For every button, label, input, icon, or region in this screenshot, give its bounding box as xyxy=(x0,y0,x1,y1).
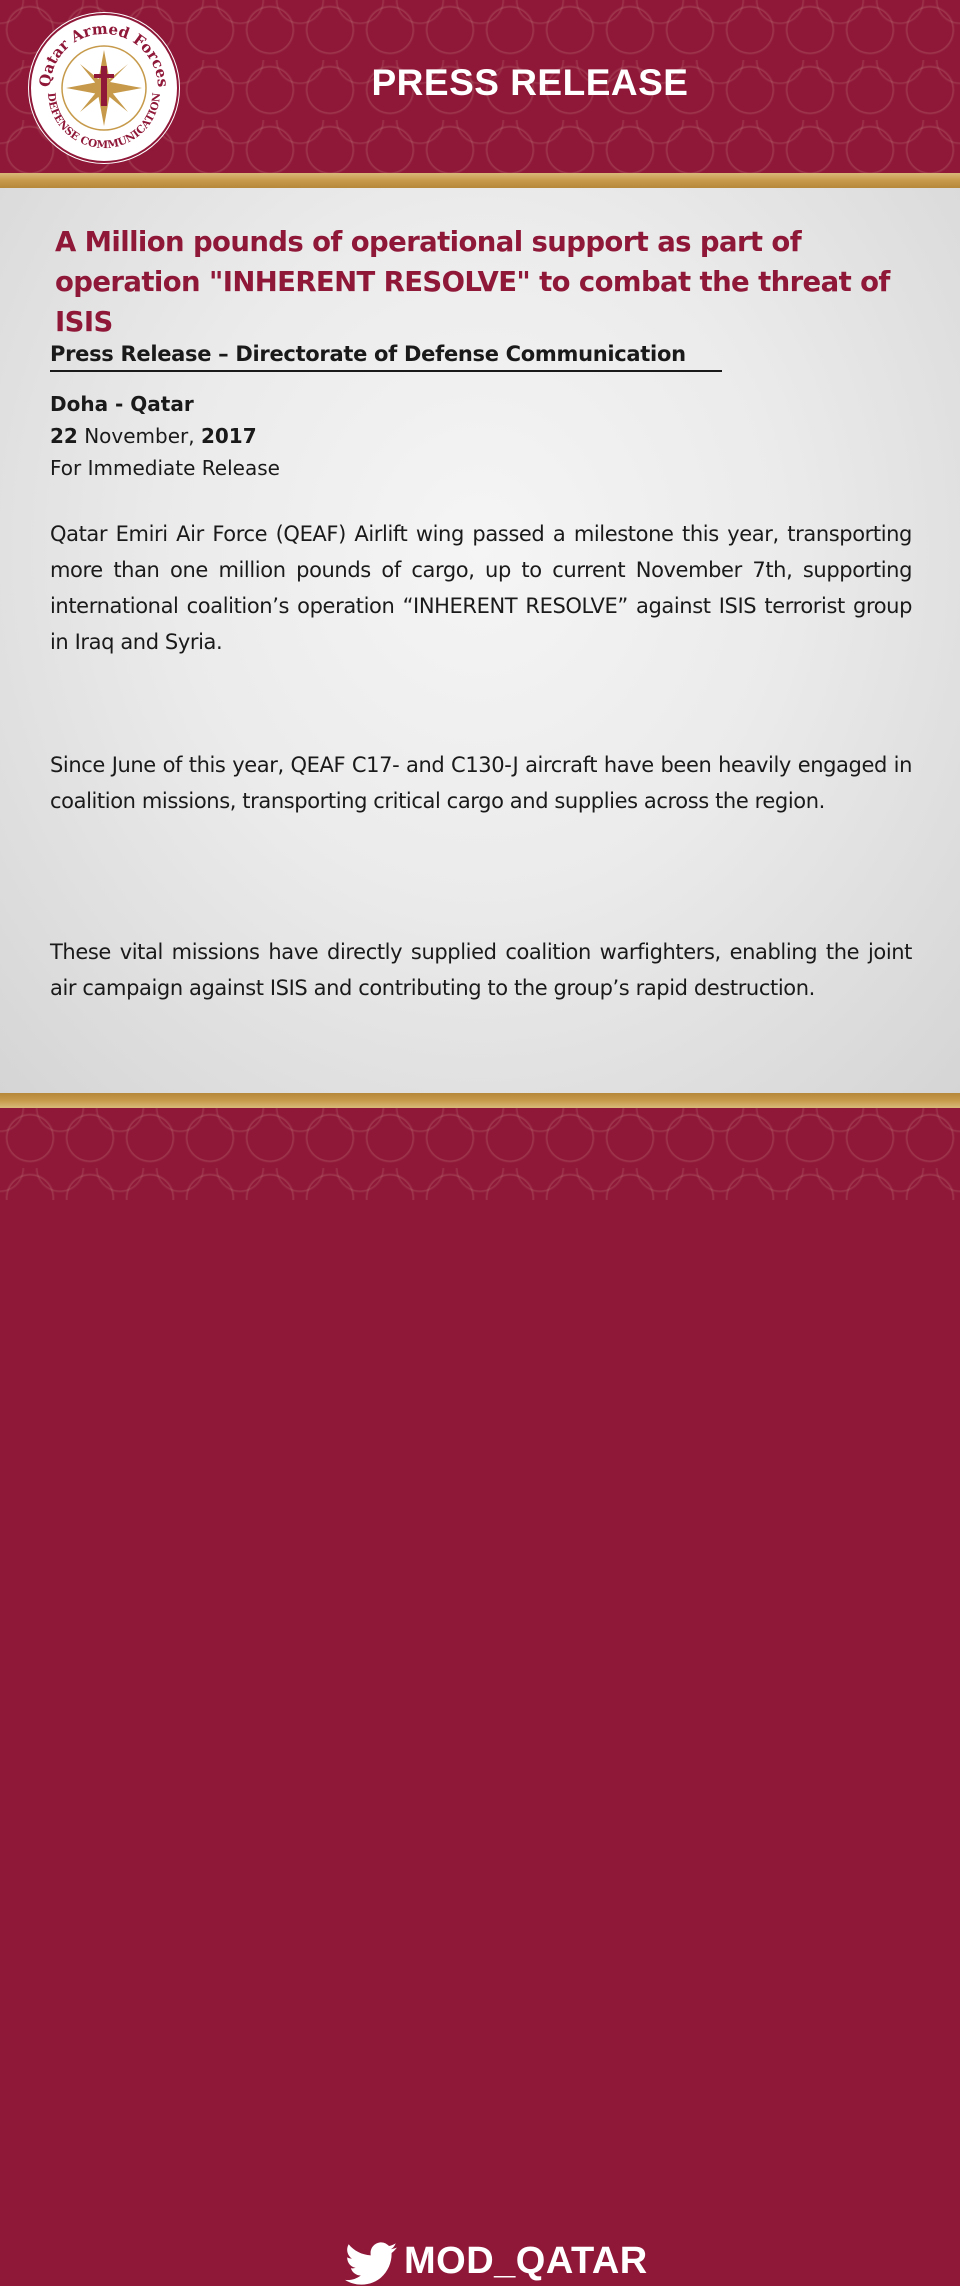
body-paragraph-1: Qatar Emiri Air Force (QEAF) Airlift wing passed a milestone this year, transporting more than one million pounds of cargo, up to current November 7th, supporting international coalition’s operation “INHERENT RESOLVE” against ISIS terrorist group in Iraq and Syria. xyxy=(50,522,912,654)
twitter-bird-icon xyxy=(345,2242,397,2286)
body-paragraph-2: Since June of this year, QEAF C17- and C130-J aircraft have been heavily engaged in coalition missions, transporting critical cargo and supplies across the region. xyxy=(50,753,912,813)
page-title: PRESS RELEASE xyxy=(371,62,689,103)
gold-divider-top xyxy=(0,173,960,188)
gold-divider-bottom xyxy=(0,1093,960,1108)
date-month: November, xyxy=(77,424,201,448)
headline-line-1: A Million pounds of operational support as part of xyxy=(55,226,802,258)
qaf-emblem-icon xyxy=(24,8,184,168)
release-note: For Immediate Release xyxy=(50,456,280,480)
headline-line-2: operation "INHERENT RESOLVE" to combat the threat of ISIS xyxy=(55,266,890,338)
headline xyxy=(55,222,935,342)
svg-text:Qatar Armed Forces: Qatar Armed Forces xyxy=(35,19,173,88)
subheading: Press Release – Directorate of Defense Communication xyxy=(50,340,722,372)
dateline-date xyxy=(50,422,910,451)
footer-banner xyxy=(0,1108,960,2282)
body-paragraph-3: These vital missions have directly supplied coalition warfighters, enabling the joint air campaign against ISIS and contributing to the group’s rapid destruction. xyxy=(50,940,912,1000)
svg-text:DEFENSE COMMUNICATION: DEFENSE COMMUNICATION xyxy=(44,92,164,152)
date-day: 22 xyxy=(50,424,78,448)
header-banner xyxy=(0,0,960,173)
date-year: 2017 xyxy=(200,424,257,448)
twitter-handle: MOD_QATAR xyxy=(404,2240,648,2282)
dateline-city: Doha - Qatar xyxy=(50,392,194,416)
